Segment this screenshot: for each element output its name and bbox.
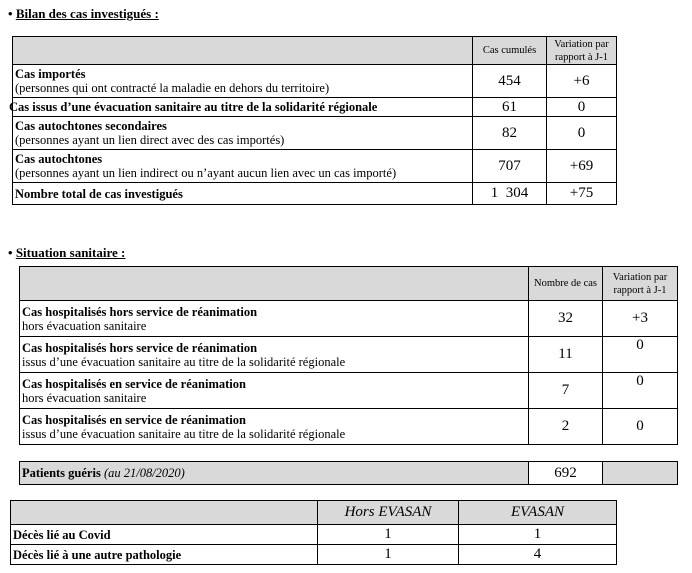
variation-value: 0: [547, 117, 617, 150]
row-subtitle: (personnes ayant un lien indirect ou n’ayant aucun lien avec un cas importé): [15, 166, 397, 180]
header-variation: Variation par rapport à J-1: [547, 37, 617, 65]
situation-table: [19, 266, 678, 445]
deces-table: [10, 500, 617, 565]
nombre-value: 7: [529, 373, 603, 409]
section-heading-situation: [8, 245, 125, 261]
hors-evasan-value: 1: [318, 525, 459, 545]
table-row: [13, 117, 617, 150]
total-row: [13, 183, 617, 205]
gueris-variation: [603, 462, 678, 485]
variation-value: 0: [547, 98, 617, 117]
table-row: [20, 409, 678, 445]
row-subtitle: issus d’une évacuation sanitaire au titre de la solidarité régionale: [22, 354, 346, 369]
variation-value: +6: [547, 65, 617, 98]
row-title: Cas hospitalisés hors service de réanimation: [22, 304, 258, 319]
nombre-value: 11: [529, 337, 603, 373]
row-subtitle: (personnes qui ont contracté la maladie en dehors du territoire): [15, 81, 330, 95]
row-subtitle: hors évacuation sanitaire: [22, 390, 147, 405]
gueris-value: 692: [529, 462, 603, 485]
header-cas-cumules: Cas cumulés: [473, 37, 547, 65]
table-row: [20, 337, 678, 373]
row-title: Cas hospitalisés hors service de réanimation: [22, 340, 258, 355]
header-empty-cell: [11, 501, 318, 525]
row-title: Cas hospitalisés en service de réanimation: [22, 376, 246, 391]
total-variation-value: +75: [547, 183, 617, 205]
cas-cumules-value: 61: [473, 98, 547, 117]
header-empty-cell: [20, 267, 529, 301]
row-title: Décès lié à une autre pathologie: [13, 547, 182, 562]
table-row: [11, 545, 617, 565]
nombre-value: 2: [529, 409, 603, 445]
bullet: •: [8, 6, 13, 21]
variation-value: 0: [603, 373, 678, 409]
row-title: Cas importés: [15, 67, 86, 81]
header-variation: Variation par rapport à J-1: [603, 267, 678, 301]
table-header-row: [20, 267, 678, 301]
total-title: Nombre total de cas investigués: [15, 186, 183, 201]
variation-value: 0: [603, 409, 678, 445]
cas-cumules-value: 454: [473, 65, 547, 98]
row-title: Cas autochtones secondaires: [15, 119, 167, 133]
bilan-table: [9, 36, 617, 205]
gueris-title: Patients guéris: [22, 466, 101, 480]
gueris-table: [19, 461, 678, 485]
table-row: [13, 65, 617, 98]
gueris-date: (au 21/08/2020): [103, 466, 185, 480]
bullet: •: [8, 245, 13, 260]
gueris-row: [20, 462, 678, 485]
variation-value: +69: [547, 150, 617, 183]
total-cumul-value: 1 304: [473, 183, 547, 205]
table-row: [13, 150, 617, 183]
heading-text: Bilan des cas investigués :: [15, 6, 159, 21]
variation-value: +3: [603, 301, 678, 337]
table-row: [20, 301, 678, 337]
table-row: [20, 373, 678, 409]
table-row: [13, 98, 617, 117]
evasan-value: 4: [459, 545, 617, 565]
row-title: Cas hospitalisés en service de réanimation: [22, 412, 246, 427]
row-title: Décès lié au Covid: [13, 527, 111, 542]
header-hors-evasan: Hors EVASAN: [318, 501, 459, 525]
header-nombre-de-cas: Nombre de cas: [529, 267, 603, 301]
hors-evasan-value: 1: [318, 545, 459, 565]
table-header-row: [13, 37, 617, 65]
section-heading-bilan: [8, 6, 159, 22]
row-title: Cas issus d’une évacuation sanitaire au titre de la solidarité régionale: [9, 100, 378, 114]
row-subtitle: hors évacuation sanitaire: [22, 318, 147, 333]
table-header-row: [11, 501, 617, 525]
nombre-value: 32: [529, 301, 603, 337]
row-title: Cas autochtones: [15, 152, 103, 166]
heading-text: Situation sanitaire :: [15, 245, 126, 260]
cas-cumules-value: 82: [473, 117, 547, 150]
variation-value: 0: [603, 337, 678, 373]
evasan-value: 1: [459, 525, 617, 545]
row-subtitle: issus d’une évacuation sanitaire au titre de la solidarité régionale: [22, 426, 346, 441]
table-row: [11, 525, 617, 545]
header-evasan: EVASAN: [459, 501, 617, 525]
row-subtitle: (personnes ayant un lien direct avec des cas importés): [15, 133, 285, 147]
cas-cumules-value: 707: [473, 150, 547, 183]
header-empty-cell: [13, 37, 473, 65]
